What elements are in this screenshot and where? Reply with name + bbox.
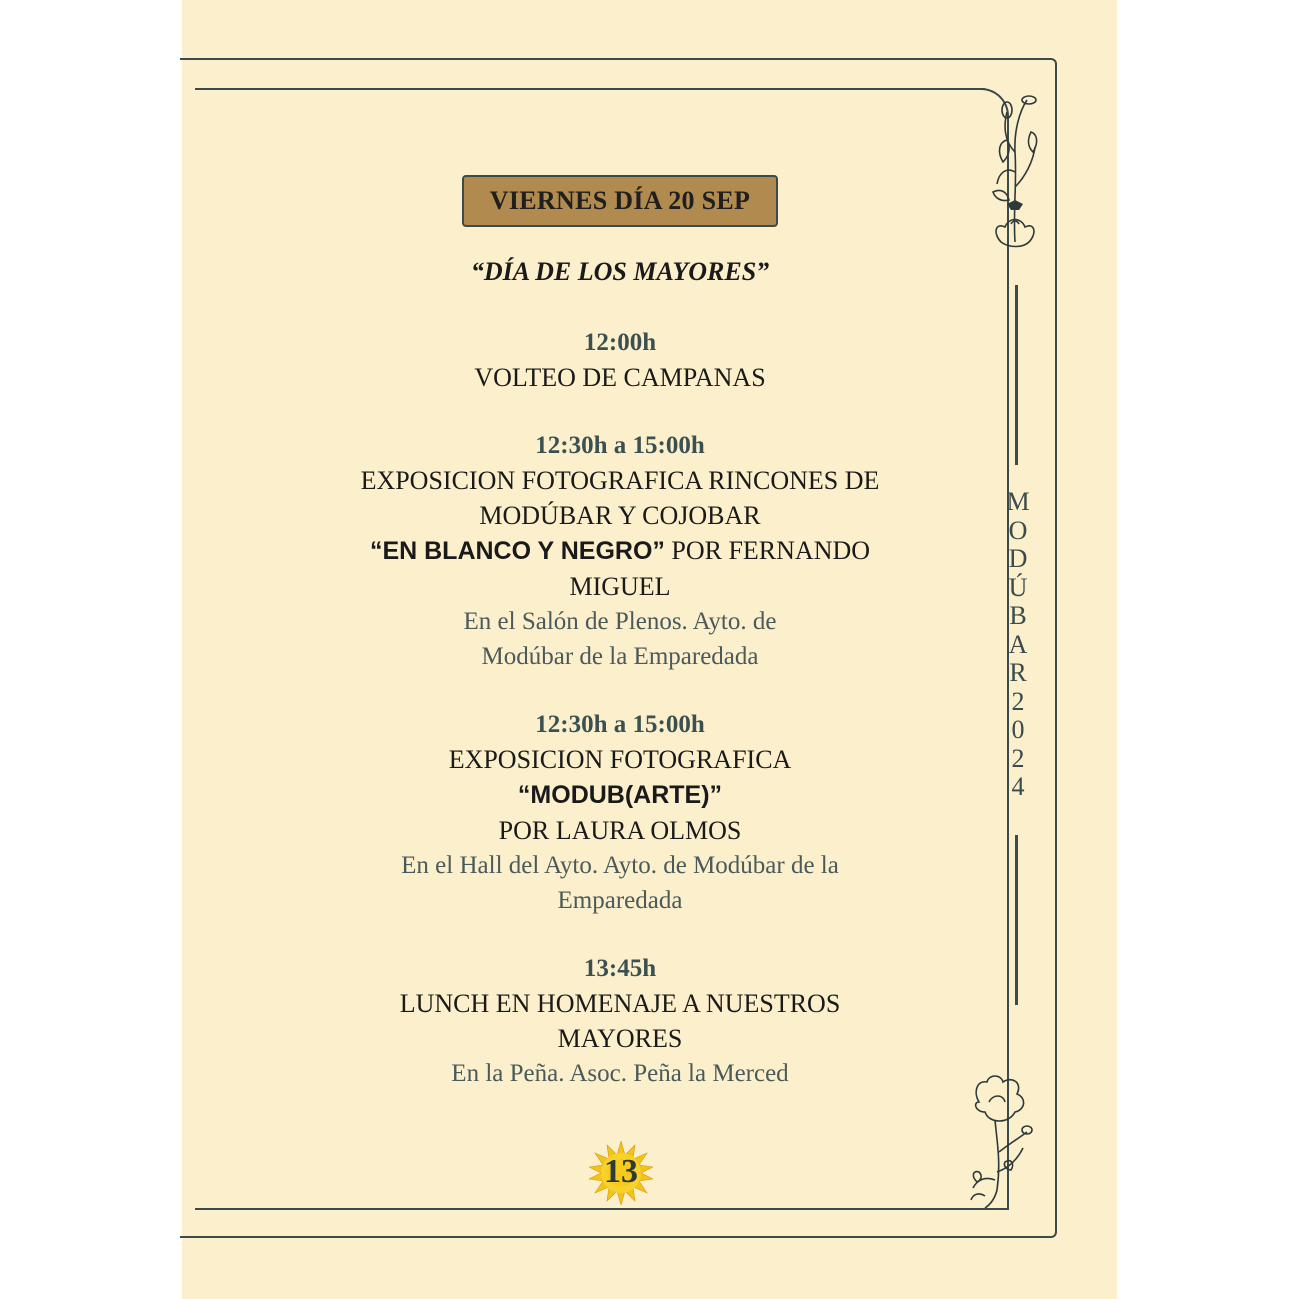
event-title: LUNCH EN HOMENAJE A NUESTROS — [399, 989, 841, 1018]
side-bar-upper — [1015, 285, 1018, 465]
event-title — [300, 533, 940, 569]
event-time: 12:00h — [583, 329, 657, 356]
event-location: En la Peña. Asoc. Peña la Merced — [451, 1060, 789, 1087]
side-letter: 2 — [1011, 743, 1025, 773]
side-letter: R — [1009, 658, 1027, 687]
page-number: 13 — [604, 1153, 638, 1190]
event-title-bold: “EN BLANCO Y NEGRO” — [369, 537, 665, 565]
event-title: MODÚBAR Y COJOBAR — [479, 501, 761, 530]
floral-ornament-top-icon — [985, 92, 1045, 252]
side-letter: D — [1008, 544, 1028, 573]
side-letter: A — [1008, 629, 1028, 659]
event-title: VOLTEO DE CAMPANAS — [474, 363, 766, 392]
inner-frame-bottom — [195, 1208, 1009, 1210]
event-title: POR LAURA OLMOS — [498, 816, 742, 845]
event-time: 13:45h — [583, 955, 657, 982]
side-vertical-text — [1002, 488, 1034, 802]
side-letter: 4 — [1011, 772, 1025, 801]
side-letter: M — [1006, 487, 1030, 516]
event-title: MIGUEL — [569, 572, 671, 601]
side-letter: Ú — [1008, 572, 1028, 602]
event-location: En el Hall del Ayto. Ayto. de Modúbar de la — [401, 852, 839, 879]
event-title: MAYORES — [557, 1024, 683, 1053]
side-letter: B — [1009, 601, 1027, 630]
side-bar-lower — [1015, 835, 1018, 1005]
side-letter: 0 — [1011, 715, 1025, 744]
event-title-bold: “MODUB(ARTE)” — [517, 781, 723, 809]
program-content — [300, 248, 940, 1091]
event-title — [300, 777, 940, 813]
event-item — [300, 326, 940, 395]
inner-frame-top — [195, 88, 985, 90]
side-letter: O — [1008, 515, 1028, 545]
program-subtitle: “DÍA DE LOS MAYORES” — [470, 257, 770, 286]
day-header — [462, 175, 778, 227]
event-title: EXPOSICION FOTOGRAFICA RINCONES DE — [360, 466, 880, 495]
event-time: 12:30h a 15:00h — [535, 432, 705, 459]
event-title: EXPOSICION FOTOGRAFICA — [448, 745, 792, 774]
side-letter: 2 — [1011, 686, 1025, 716]
event-item — [300, 952, 940, 1091]
event-item — [300, 708, 940, 918]
event-item — [300, 429, 940, 674]
event-time: 12:30h a 15:00h — [535, 711, 705, 738]
event-title-rest: POR FERNANDO — [664, 536, 871, 565]
event-location: Emparedada — [557, 887, 683, 914]
event-location: Modúbar de la Emparedada — [481, 643, 759, 670]
floral-ornament-bottom-icon — [965, 1072, 1040, 1212]
event-location: En el Salón de Plenos. Ayto. de — [463, 608, 777, 635]
day-header-label: VIERNES DÍA 20 SEP — [489, 186, 751, 215]
